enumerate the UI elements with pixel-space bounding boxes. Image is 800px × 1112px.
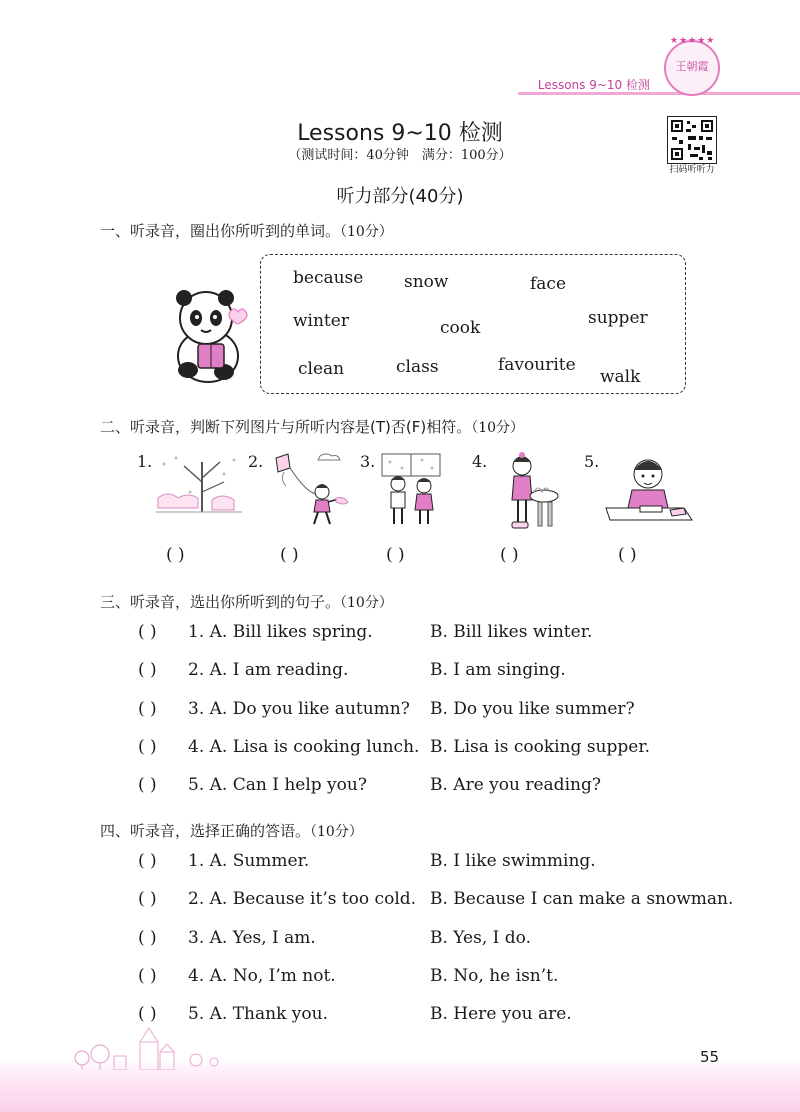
page-subtitle: （测试时间：40分钟 满分：100分） <box>288 148 512 163</box>
section-1-score: （10分） <box>340 224 393 240</box>
option-a[interactable]: 5. A. Thank you. <box>188 1004 328 1024</box>
answer-blank[interactable]: ( ) <box>138 889 157 909</box>
section-2-score: （10分） <box>471 420 525 436</box>
qr-label: 扫码听听力 <box>669 165 715 175</box>
option-b[interactable]: B. Are you reading? <box>430 775 601 795</box>
word-option[interactable]: face <box>530 274 567 294</box>
logo-text: 王朝霞 <box>675 60 709 73</box>
kite-girl-picture <box>266 452 356 528</box>
option-b[interactable]: B. Because I can make a snowman. <box>430 889 734 909</box>
picture-number: 3. <box>360 452 376 471</box>
answer-blank[interactable]: ( ) <box>618 545 637 565</box>
answer-blank[interactable]: ( ) <box>138 622 157 642</box>
option-a[interactable]: 1. A. Bill likes spring. <box>188 622 373 642</box>
word-option[interactable]: class <box>396 357 439 377</box>
option-a[interactable]: 1. A. Summer. <box>188 851 310 871</box>
section-1-heading <box>100 220 393 241</box>
option-a[interactable]: 3. A. Do you like autumn? <box>188 699 410 719</box>
option-a[interactable]: 4. A. No, I’m not. <box>188 966 336 986</box>
qr-code-icon[interactable] <box>667 116 717 164</box>
answer-blank[interactable]: ( ) <box>386 545 405 565</box>
header-label: Lessons 9~10 检测 <box>537 78 650 92</box>
cooking-girl-picture <box>500 452 562 532</box>
option-a[interactable]: 5. A. Can I help you? <box>188 775 367 795</box>
section-2-title: 二、听录音，判断下列图片与所听内容是(T)否(F)相符。 <box>100 418 472 436</box>
answer-blank[interactable]: ( ) <box>138 737 157 757</box>
section-3-score: （10分） <box>340 595 393 611</box>
option-a[interactable]: 2. A. I am reading. <box>188 660 349 680</box>
word-option[interactable]: favourite <box>498 355 576 375</box>
option-b[interactable]: B. Do you like summer? <box>430 699 635 719</box>
section-1-title: 一、听录音，圈出你所听到的单词。 <box>100 222 341 240</box>
word-option[interactable]: walk <box>600 367 641 387</box>
section-2-heading <box>100 416 524 437</box>
star-icon: ★★★★★ <box>670 36 716 46</box>
answer-blank[interactable]: ( ) <box>138 660 157 680</box>
option-b[interactable]: B. I am singing. <box>430 660 566 680</box>
word-option[interactable]: cook <box>440 318 481 338</box>
option-b[interactable]: B. Bill likes winter. <box>430 622 593 642</box>
answer-blank[interactable]: ( ) <box>166 545 185 565</box>
section-4-heading <box>100 820 363 841</box>
option-a[interactable]: 2. A. Because it’s too cold. <box>188 889 417 909</box>
answer-blank[interactable]: ( ) <box>138 699 157 719</box>
page-number: 55 <box>700 1048 720 1066</box>
listening-part-title: 听力部分(40分) <box>336 186 464 207</box>
children-picture <box>378 450 444 528</box>
section-4-title: 四、听录音，选择正确的答语。 <box>100 822 311 840</box>
word-option[interactable]: because <box>293 268 364 288</box>
section-3-title: 三、听录音，选出你所听到的句子。 <box>100 593 341 611</box>
word-option[interactable]: snow <box>404 272 449 292</box>
word-option[interactable]: clean <box>298 359 345 379</box>
picture-number: 5. <box>584 452 600 471</box>
word-option[interactable]: supper <box>588 308 648 328</box>
answer-blank[interactable]: ( ) <box>280 545 299 565</box>
picture-number: 2. <box>248 452 264 471</box>
section-4-score: （10分） <box>310 824 363 840</box>
picture-number: 4. <box>472 452 488 471</box>
castle-decoration-icon <box>70 1022 230 1070</box>
picture-number: 1. <box>137 452 153 471</box>
option-b[interactable]: B. No, he isn’t. <box>430 966 559 986</box>
section-3-heading <box>100 591 393 612</box>
answer-blank[interactable]: ( ) <box>138 928 157 948</box>
answer-blank[interactable]: ( ) <box>138 1004 157 1024</box>
option-b[interactable]: B. Yes, I do. <box>430 928 531 948</box>
option-a[interactable]: 3. A. Yes, I am. <box>188 928 316 948</box>
page-title: Lessons 9~10 检测 <box>297 121 503 146</box>
answer-blank[interactable]: ( ) <box>500 545 519 565</box>
answer-blank[interactable]: ( ) <box>138 851 157 871</box>
answer-blank[interactable]: ( ) <box>138 966 157 986</box>
boy-reading-picture <box>604 456 694 528</box>
option-b[interactable]: B. Here you are. <box>430 1004 572 1024</box>
option-b[interactable]: B. Lisa is cooking supper. <box>430 737 650 757</box>
panda-icon <box>168 288 252 384</box>
option-a[interactable]: 4. A. Lisa is cooking lunch. <box>188 737 420 757</box>
snow-scene-picture <box>154 452 244 514</box>
word-option[interactable]: winter <box>293 311 349 331</box>
option-b[interactable]: B. I like swimming. <box>430 851 596 871</box>
answer-blank[interactable]: ( ) <box>138 775 157 795</box>
